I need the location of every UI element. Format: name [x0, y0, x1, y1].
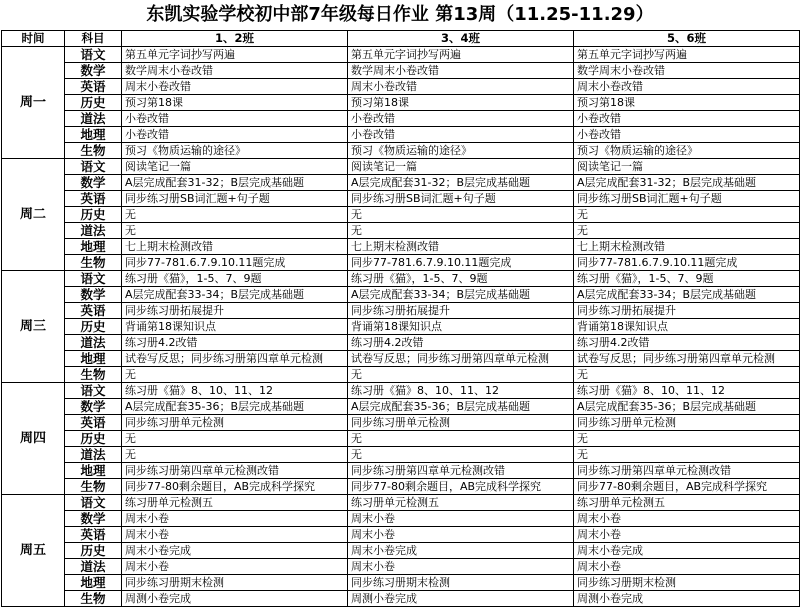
- subject-cell: 历史: [65, 95, 122, 111]
- table-row: [2, 527, 800, 543]
- homework-cell: 周末小卷: [574, 527, 800, 543]
- homework-cell: 背诵第18课知识点: [574, 319, 800, 335]
- homework-cell: 同步练习册第四章单元检测改错: [574, 463, 800, 479]
- table-row: [2, 303, 800, 319]
- homework-cell: 周末小卷: [348, 511, 574, 527]
- homework-cell: 练习册单元检测五: [574, 495, 800, 511]
- table-row: [2, 63, 800, 79]
- homework-cell: 同步练习册期末检测: [122, 575, 348, 591]
- homework-cell: 试卷写反思；同步练习册第四章单元检测: [348, 351, 574, 367]
- homework-cell: 练习册《猫》，1-5、7、9题: [122, 271, 348, 287]
- homework-cell: 同步77-80剩余题目，AB完成科学探究: [122, 479, 348, 495]
- homework-cell: 同步练习册第四章单元检测改错: [348, 463, 574, 479]
- table-row: [2, 319, 800, 335]
- homework-cell: 七上期末检测改错: [574, 239, 800, 255]
- subject-cell: 英语: [65, 303, 122, 319]
- table-row: [2, 415, 800, 431]
- table-row: [2, 335, 800, 351]
- homework-cell: 无: [348, 447, 574, 463]
- table-row: [2, 543, 800, 559]
- table-row: [2, 367, 800, 383]
- homework-cell: 试卷写反思；同步练习册第四章单元检测: [574, 351, 800, 367]
- homework-cell: 第五单元字词抄写两遍: [122, 47, 348, 63]
- homework-cell: 周末小卷: [348, 559, 574, 575]
- homework-cell: 同步77-80剩余题目，AB完成科学探究: [574, 479, 800, 495]
- homework-cell: 预习《物质运输的途径》: [348, 143, 574, 159]
- table-row: [2, 127, 800, 143]
- homework-cell: 周测小卷完成: [574, 591, 800, 607]
- day-cell: 周三: [2, 271, 65, 383]
- homework-cell: 练习册《猫》8、10、11、12: [574, 383, 800, 399]
- homework-cell: 周末小卷完成: [574, 543, 800, 559]
- homework-cell: 无: [348, 431, 574, 447]
- homework-cell: 无: [574, 223, 800, 239]
- homework-cell: 周末小卷: [348, 527, 574, 543]
- homework-table: [1, 30, 800, 607]
- subject-cell: 数学: [65, 287, 122, 303]
- table-row: [2, 175, 800, 191]
- homework-cell: A层完成配套33-34；B层完成基础题: [574, 287, 800, 303]
- subject-cell: 数学: [65, 175, 122, 191]
- subject-cell: 道法: [65, 559, 122, 575]
- homework-cell: 预习《物质运输的途径》: [122, 143, 348, 159]
- homework-cell: 预习第18课: [574, 95, 800, 111]
- subject-cell: 道法: [65, 223, 122, 239]
- homework-cell: 练习册《猫》，1-5、7、9题: [574, 271, 800, 287]
- subject-cell: 生物: [65, 479, 122, 495]
- homework-cell: 练习册单元检测五: [122, 495, 348, 511]
- homework-cell: 阅读笔记一篇: [348, 159, 574, 175]
- header-class-3-4: 3、4班: [348, 31, 574, 47]
- header-class-5-6: 5、6班: [574, 31, 800, 47]
- subject-cell: 生物: [65, 367, 122, 383]
- homework-cell: 无: [122, 447, 348, 463]
- homework-cell: 小卷改错: [348, 111, 574, 127]
- subject-cell: 英语: [65, 415, 122, 431]
- subject-cell: 语文: [65, 271, 122, 287]
- header-class-1-2: 1、2班: [122, 31, 348, 47]
- table-row: [2, 591, 800, 607]
- homework-cell: 同步练习册SB词汇题+句子题: [348, 191, 574, 207]
- subject-cell: 历史: [65, 319, 122, 335]
- homework-cell: 数学周末小卷改错: [574, 63, 800, 79]
- subject-cell: 地理: [65, 463, 122, 479]
- table-row: [2, 511, 800, 527]
- homework-cell: 同步练习册拓展提升: [122, 303, 348, 319]
- table-row: [2, 399, 800, 415]
- homework-cell: A层完成配套33-34；B层完成基础题: [122, 287, 348, 303]
- homework-cell: 练习册《猫》，1-5、7、9题: [348, 271, 574, 287]
- table-row: [2, 239, 800, 255]
- homework-cell: 同步练习册SB词汇题+句子题: [122, 191, 348, 207]
- homework-cell: 数学周末小卷改错: [348, 63, 574, 79]
- document-title: 东凯实验学校初中部7年级每日作业 第13周（11.25-11.29）: [146, 4, 654, 25]
- homework-cell: A层完成配套35-36；B层完成基础题: [122, 399, 348, 415]
- homework-cell: 同步77-781.6.7.9.10.11题完成: [574, 255, 800, 271]
- subject-cell: 历史: [65, 543, 122, 559]
- subject-cell: 地理: [65, 575, 122, 591]
- homework-cell: 小卷改错: [574, 127, 800, 143]
- subject-cell: 历史: [65, 431, 122, 447]
- homework-cell: 无: [348, 367, 574, 383]
- subject-cell: 道法: [65, 335, 122, 351]
- table-row: [2, 575, 800, 591]
- homework-cell: A层完成配套31-32；B层完成基础题: [574, 175, 800, 191]
- homework-cell: A层完成配套31-32；B层完成基础题: [122, 175, 348, 191]
- homework-cell: 同步练习册期末检测: [574, 575, 800, 591]
- day-cell: 周一: [2, 47, 65, 159]
- homework-cell: 无: [574, 367, 800, 383]
- homework-cell: 无: [122, 207, 348, 223]
- homework-cell: 同步练习册第四章单元检测改错: [122, 463, 348, 479]
- table-row: [2, 143, 800, 159]
- subject-cell: 历史: [65, 207, 122, 223]
- header-row: [2, 31, 800, 47]
- homework-cell: 小卷改错: [122, 111, 348, 127]
- homework-cell: 无: [574, 431, 800, 447]
- homework-cell: 同步练习册期末检测: [348, 575, 574, 591]
- homework-cell: 阅读笔记一篇: [574, 159, 800, 175]
- homework-cell: 周末小卷完成: [122, 543, 348, 559]
- homework-cell: 无: [574, 447, 800, 463]
- homework-cell: 无: [122, 223, 348, 239]
- homework-cell: 小卷改错: [122, 127, 348, 143]
- table-row: [2, 559, 800, 575]
- subject-cell: 地理: [65, 127, 122, 143]
- homework-cell: 无: [122, 367, 348, 383]
- header-time: 时间: [2, 31, 65, 47]
- day-cell: 周四: [2, 383, 65, 495]
- table-row: [2, 383, 800, 399]
- homework-cell: 阅读笔记一篇: [122, 159, 348, 175]
- homework-cell: 周末小卷改错: [348, 79, 574, 95]
- homework-cell: A层完成配套31-32；B层完成基础题: [348, 175, 574, 191]
- homework-cell: 预习第18课: [122, 95, 348, 111]
- homework-cell: 同步77-80剩余题目，AB完成科学探究: [348, 479, 574, 495]
- table-row: [2, 479, 800, 495]
- homework-cell: 第五单元字词抄写两遍: [574, 47, 800, 63]
- homework-cell: 背诵第18课知识点: [122, 319, 348, 335]
- subject-cell: 语文: [65, 495, 122, 511]
- homework-cell: 同步77-781.6.7.9.10.11题完成: [122, 255, 348, 271]
- subject-cell: 道法: [65, 447, 122, 463]
- subject-cell: 语文: [65, 383, 122, 399]
- homework-cell: 试卷写反思；同步练习册第四章单元检测: [122, 351, 348, 367]
- table-row: [2, 351, 800, 367]
- table-body: [2, 47, 800, 607]
- subject-cell: 数学: [65, 63, 122, 79]
- homework-cell: 周末小卷: [574, 511, 800, 527]
- subject-cell: 数学: [65, 399, 122, 415]
- homework-cell: 数学周末小卷改错: [122, 63, 348, 79]
- homework-cell: 周末小卷: [122, 511, 348, 527]
- subject-cell: 生物: [65, 255, 122, 271]
- subject-cell: 语文: [65, 47, 122, 63]
- homework-cell: 周末小卷改错: [122, 79, 348, 95]
- day-cell: 周二: [2, 159, 65, 271]
- homework-cell: 练习册《猫》8、10、11、12: [122, 383, 348, 399]
- subject-cell: 地理: [65, 239, 122, 255]
- homework-cell: 周测小卷完成: [348, 591, 574, 607]
- homework-cell: 同步练习册拓展提升: [574, 303, 800, 319]
- table-row: [2, 111, 800, 127]
- table-row: [2, 223, 800, 239]
- subject-cell: 英语: [65, 191, 122, 207]
- table-row: [2, 159, 800, 175]
- table-row: [2, 431, 800, 447]
- subject-cell: 英语: [65, 527, 122, 543]
- homework-cell: A层完成配套35-36；B层完成基础题: [574, 399, 800, 415]
- homework-cell: 第五单元字词抄写两遍: [348, 47, 574, 63]
- table-row: [2, 255, 800, 271]
- table-row: [2, 79, 800, 95]
- homework-cell: 同步77-781.6.7.9.10.11题完成: [348, 255, 574, 271]
- table-row: [2, 447, 800, 463]
- homework-cell: 周测小卷完成: [122, 591, 348, 607]
- homework-cell: 预习第18课: [348, 95, 574, 111]
- table-row: [2, 95, 800, 111]
- homework-cell: 预习《物质运输的途径》: [574, 143, 800, 159]
- subject-cell: 生物: [65, 143, 122, 159]
- table-row: [2, 495, 800, 511]
- homework-cell: 同步练习册拓展提升: [348, 303, 574, 319]
- homework-cell: 周末小卷: [574, 559, 800, 575]
- subject-cell: 语文: [65, 159, 122, 175]
- subject-cell: 道法: [65, 111, 122, 127]
- homework-cell: 小卷改错: [348, 127, 574, 143]
- homework-cell: 无: [348, 207, 574, 223]
- homework-cell: 背诵第18课知识点: [348, 319, 574, 335]
- table-row: [2, 463, 800, 479]
- homework-cell: 无: [348, 223, 574, 239]
- homework-cell: 同步练习册单元检测: [122, 415, 348, 431]
- homework-cell: 七上期末检测改错: [348, 239, 574, 255]
- subject-cell: 数学: [65, 511, 122, 527]
- homework-cell: 无: [122, 431, 348, 447]
- homework-cell: 同步练习册单元检测: [574, 415, 800, 431]
- homework-cell: 同步练习册SB词汇题+句子题: [574, 191, 800, 207]
- homework-cell: 无: [574, 207, 800, 223]
- homework-cell: 同步练习册单元检测: [348, 415, 574, 431]
- homework-cell: 周末小卷完成: [348, 543, 574, 559]
- homework-cell: 周末小卷: [122, 559, 348, 575]
- homework-cell: 练习册《猫》8、10、11、12: [348, 383, 574, 399]
- homework-cell: A层完成配套35-36；B层完成基础题: [348, 399, 574, 415]
- subject-cell: 生物: [65, 591, 122, 607]
- table-row: [2, 47, 800, 63]
- homework-cell: 七上期末检测改错: [122, 239, 348, 255]
- homework-cell: A层完成配套33-34；B层完成基础题: [348, 287, 574, 303]
- homework-cell: 小卷改错: [574, 111, 800, 127]
- header-subject: 科目: [65, 31, 122, 47]
- homework-cell: 练习册4.2改错: [574, 335, 800, 351]
- homework-cell: 周末小卷: [122, 527, 348, 543]
- table-row: [2, 207, 800, 223]
- day-cell: 周五: [2, 495, 65, 607]
- subject-cell: 地理: [65, 351, 122, 367]
- table-row: [2, 287, 800, 303]
- subject-cell: 英语: [65, 79, 122, 95]
- table-row: [2, 271, 800, 287]
- homework-cell: 周末小卷改错: [574, 79, 800, 95]
- homework-cell: 练习册4.2改错: [348, 335, 574, 351]
- homework-cell: 练习册4.2改错: [122, 335, 348, 351]
- table-row: [2, 191, 800, 207]
- homework-cell: 练习册单元检测五: [348, 495, 574, 511]
